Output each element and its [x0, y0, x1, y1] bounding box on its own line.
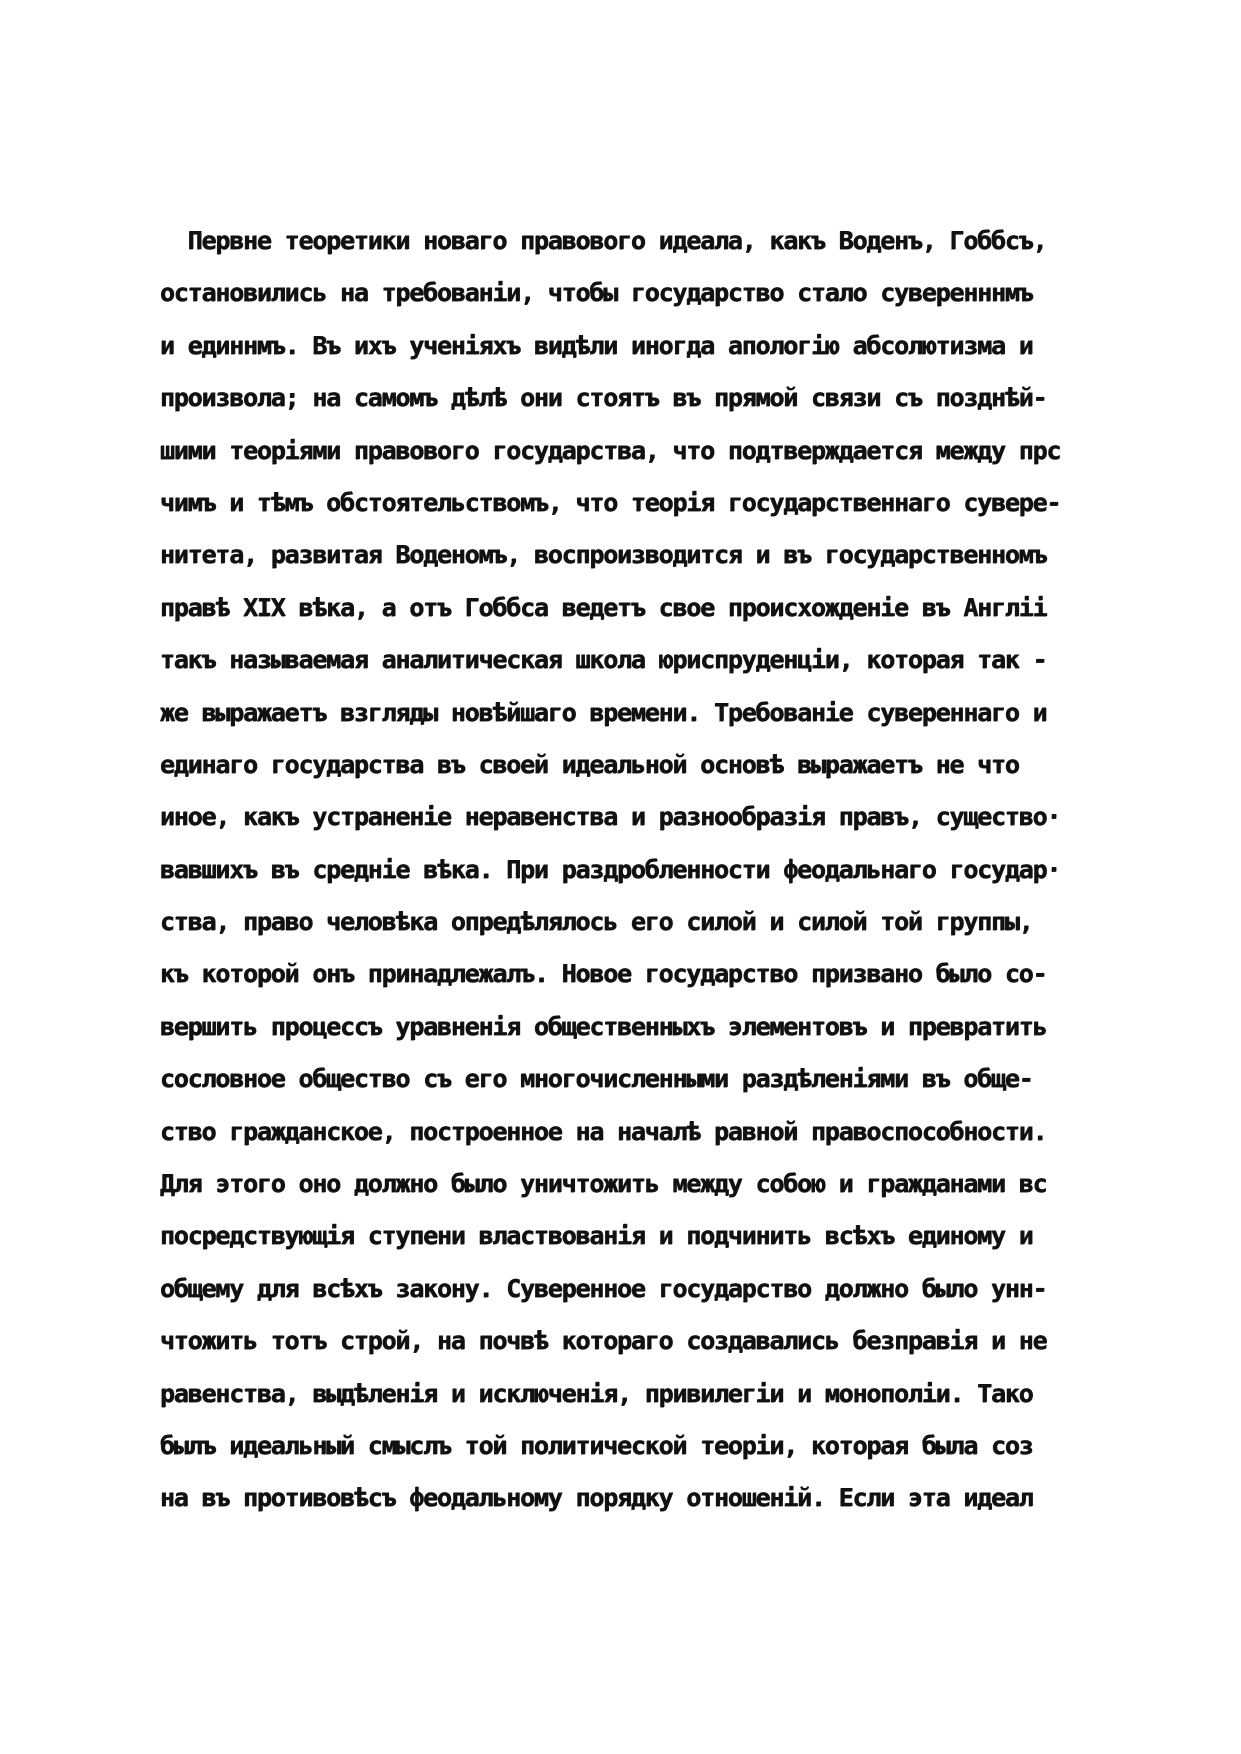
- text-line: ства, право человѣка опредѣлялось его силой и силой той группы,: [160, 907, 1033, 937]
- text-line: ство гражданское, построенное на началѣ равной правоспособности.: [160, 1116, 1047, 1146]
- text-line: вавшихъ въ средніе вѣка. При раздробленности феодальнаго государ·: [160, 854, 1061, 884]
- text-line: остановились на требованіи, чтобы государство стало суверенннмъ: [160, 278, 1033, 308]
- text-line: произвола; на самомъ дѣлѣ они стоятъ въ прямой связи съ позднѣй-: [160, 383, 1047, 413]
- text-line: равенства, выдѣленія и исключенія, привилегіи и монополіи. Тако: [160, 1378, 1033, 1408]
- text-line: вершить процессъ уравненія общественныхъ элементовъ и превратить: [160, 1011, 1047, 1041]
- text-line: къ которой онъ принадлежалъ. Новое государство призвано было со-: [160, 959, 1047, 989]
- text-line: былъ идеальный смыслъ той политической теоріи, которая была соз: [160, 1430, 1033, 1460]
- text-line: нитета, развитая Воденомъ, воспроизводится и въ государственномъ: [160, 540, 1047, 570]
- text-line: и единнмъ. Въ ихъ ученіяхъ видѣли иногда апологію абсолютизма и: [160, 330, 1033, 360]
- body-text: [160, 215, 1160, 1525]
- text-line: сословное общество съ его многочисленными раздѣленіями въ обще-: [160, 1064, 1033, 1094]
- text-line: общему для всѣхъ закону. Суверенное государство должно было унн-: [160, 1273, 1047, 1303]
- text-line: шими теоріями правового государства, что подтверждается между прс: [160, 435, 1061, 465]
- text-line: чтожить тотъ строй, на почвѣ котораго создавались безправія и не: [160, 1326, 1047, 1356]
- text-line: на въ противовѣсъ феодальному порядку отношеній. Если эта идеал: [160, 1483, 1033, 1513]
- text-line: же выражаетъ взгляды новѣйшаго времени. Требованіе сувереннаго и: [160, 697, 1047, 727]
- text-line: правѣ XIX вѣка, а отъ Гоббса ведетъ свое происхожденіе въ Англіі: [160, 592, 1047, 622]
- text-line: единаго государства въ своей идеальной основѣ выражаетъ не что: [160, 749, 1019, 779]
- text-line: иное, какъ устраненіе неравенства и разнообразія правъ, существо·: [160, 802, 1061, 832]
- text-line: чимъ и тѣмъ обстоятельствомъ, что теорія государственнаго сувере-: [160, 487, 1061, 517]
- text-line: Для этого оно должно было уничтожить между собою и гражданами вс: [160, 1169, 1047, 1199]
- text-line: такъ называемая аналитическая школа юриспруденціи, которая так -: [160, 645, 1047, 675]
- text-line: посредствующія ступени властвованія и подчинить всѣхъ единому и: [160, 1221, 1033, 1251]
- text-line: Первне теоретики новаго правового идеала, какъ Воденъ, Гоббсъ,: [160, 226, 1047, 255]
